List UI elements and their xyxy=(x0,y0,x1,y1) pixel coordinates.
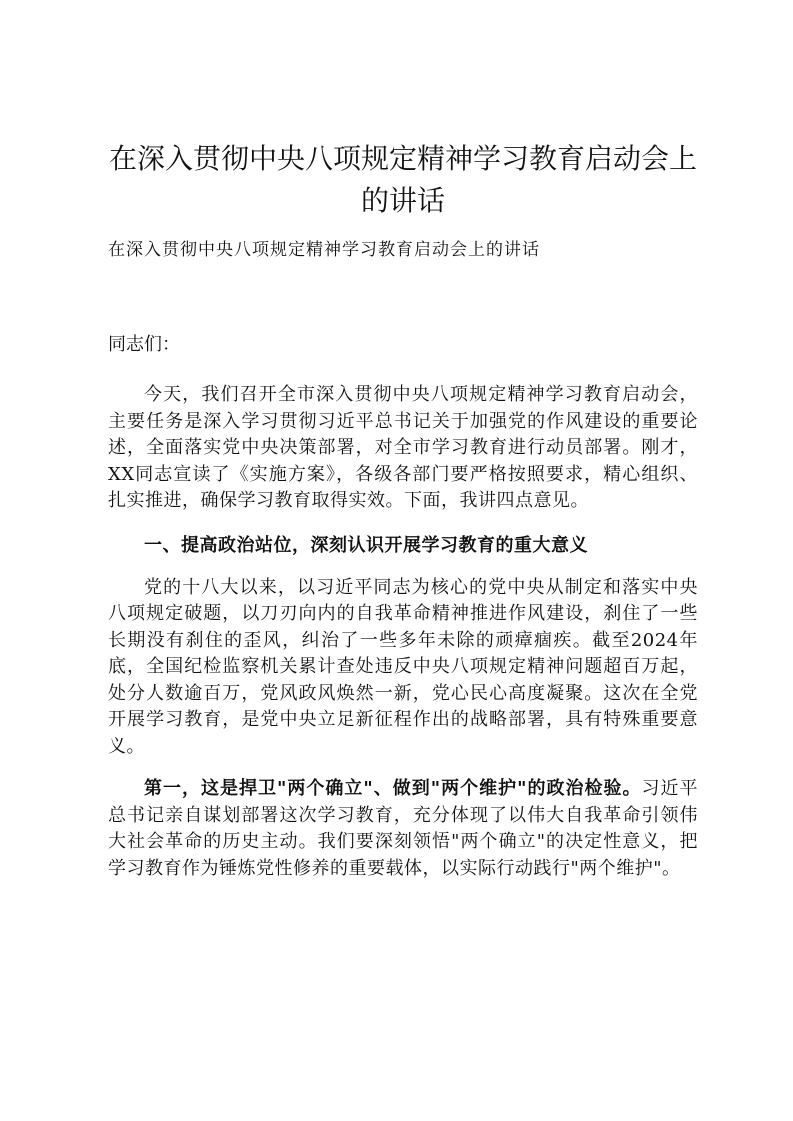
paragraph-point-one-lead: 第一，这是捍卫"两个确立"、做到"两个维护"的政治检验。 xyxy=(144,778,642,799)
paragraph-intro: 今天，我们召开全市深入贯彻中央八项规定精神学习教育启动会，主要任务是深入学习贯彻习近平总书记关于加强党的作风建设的重要论述，全面落实党中央决策部署，对全市学习教育进行动员部署。刚才，XX同志宣读了《实施方案》，各级各部门要严格按照要求，精心组织、扎实推进，确保学习教育取得实效。下面，我讲四点意见。 xyxy=(108,384,698,511)
document-title: 在深入贯彻中央八项规定精神学习教育启动会上的讲话 xyxy=(108,142,697,217)
document-subtitle: 在深入贯彻中央八项规定精神学习教育启动会上的讲话 xyxy=(108,240,540,260)
section-heading-1: 一、提高政治站位，深刻认识开展学习教育的重大意义 xyxy=(144,534,588,556)
document-body xyxy=(108,138,698,882)
paragraph-point-one-body: 习近平总书记亲自谋划部署这次学习教育，充分体现了以伟大自我革命引领伟大社会革命的历史主动。我们要深刻领悟"两个确立"的决定性意义，把学习教育作为锤炼党性修养的重要载体，以实际行动践行"两个维护"。 xyxy=(108,778,698,879)
paragraph-point-one xyxy=(108,776,698,882)
salutation: 同志们： xyxy=(108,334,180,355)
paragraph-background: 党的十八大以来，以习近平同志为核心的党中央从制定和落实中央八项规定破题，以刀刃向内的自我革命精神推进作风建设，刹住了一些长期没有刹住的歪风，纠治了一些多年未除的顽瘴痼疾。截至2024年底，全国纪检监察机关累计查处违反中央八项规定精神问题超百万起，处分人数逾百万，党风政风焕然一新，党心民心高度凝聚。这次在全党开展学习教育，是党中央立足新征程作出的战略部署，具有特殊重要意义。 xyxy=(108,576,698,757)
